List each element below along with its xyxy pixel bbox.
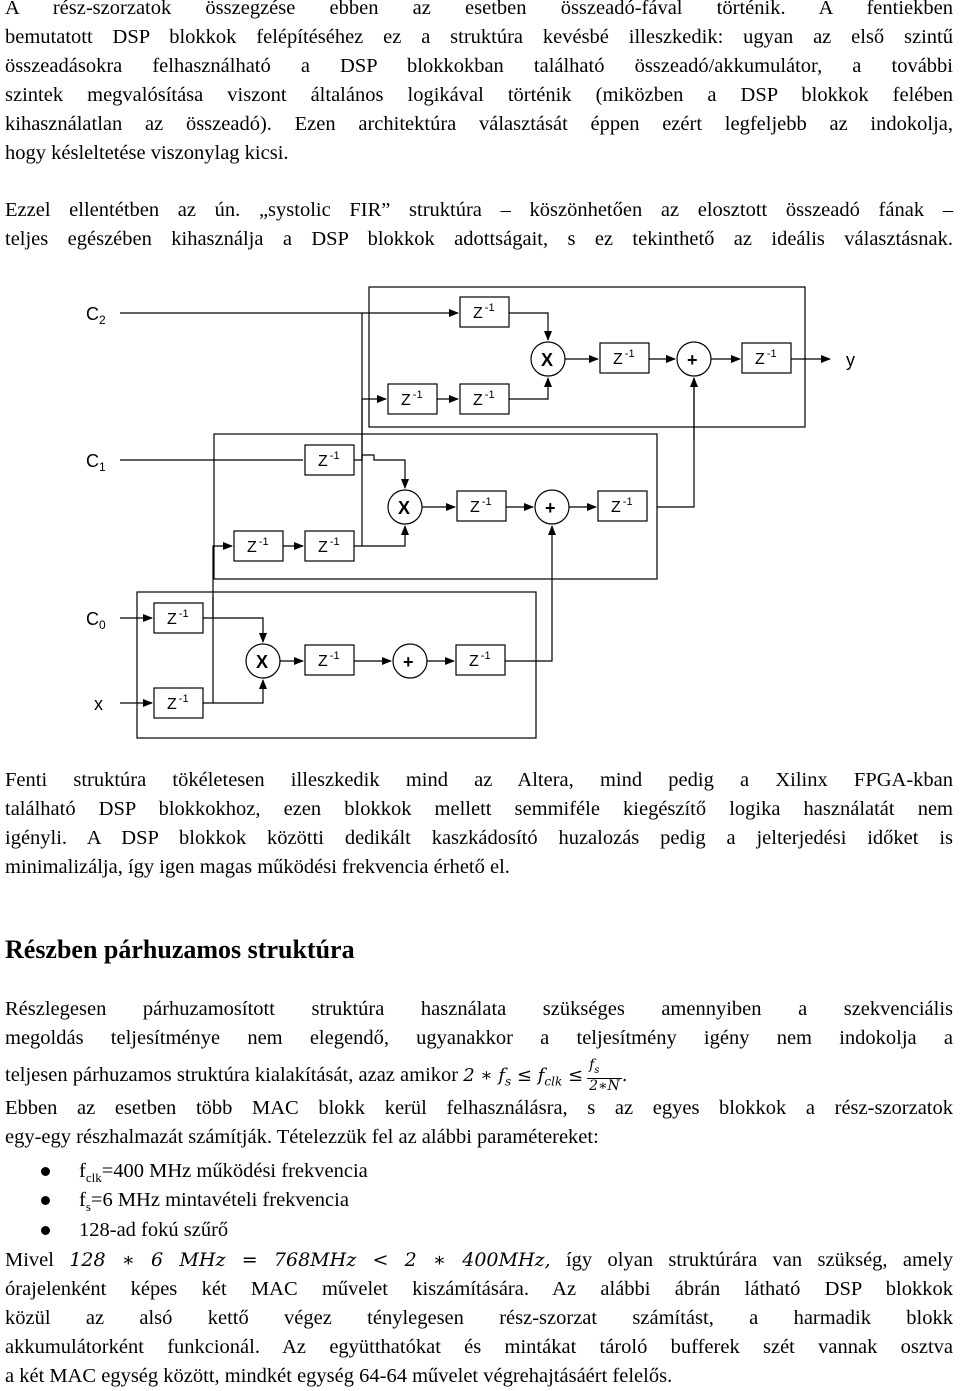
formula: 2 ∗ $f_s \le f_{clk}$ ≤ $\frac{f_s}{2∗N}$ . — [463, 1057, 628, 1094]
text-line: A rész-szorzatok összegzése ebben az esetben összeadó-fával történik. A fentiekben — [5, 0, 953, 19]
text-line: Ezzel ellentétben az ún. „systolic FIR” struktúra – köszönhetően az elosztott összeadó fának – — [5, 199, 953, 221]
delay-label: Z $^{-1}$ — [318, 450, 340, 470]
text-line: akkumulátorként funkcionál. Az együtthatókat és mintákat tároló bufferek szét vannak osztva — [5, 1336, 953, 1358]
delay-label: Z $^{-1}$ — [247, 536, 269, 556]
delay-label: Z $^{-1}$ — [473, 389, 495, 409]
text-line: órajelenként képes két MAC művelet kiszámítására. Az alábbi ábrán látható DSP blokkok — [5, 1278, 953, 1300]
delay-label: Z $^{-1}$ — [318, 650, 340, 670]
delay-label: Z $^{-1}$ — [167, 693, 189, 713]
paragraph-mac-units — [5, 1246, 953, 1391]
delay-label: Z $^{-1}$ — [755, 348, 777, 368]
paragraph-systolic-fir — [5, 196, 953, 254]
text-line: összeadásokra felhasználható a DSP blokkokban található összeadó/akkumulátor, a további — [5, 55, 953, 77]
delay-label: Z $^{-1}$ — [318, 536, 340, 556]
bullet-dot — [41, 1196, 50, 1205]
text-line-with-formula — [5, 1053, 953, 1094]
text-line: igényli. A DSP blokkok közötti dedikált kaszkádosító huzalozás pedig a jelterjedési időket is — [5, 827, 953, 849]
fraction: $\frac{f_s}{2∗N}$ — [589, 1057, 620, 1094]
delay-label: Z $^{-1}$ — [611, 496, 633, 516]
systolic-fir-diagram — [0, 270, 960, 750]
label-y: y — [846, 350, 855, 370]
text-line: a két MAC egység között, mindkét egység 64-64 művelet végrehajtásáért felelős. — [5, 1365, 673, 1387]
text-line: minimalizálja, így igen magas működési frekvencia érhető el. — [5, 856, 510, 878]
text-line: bemutatott DSP blokkok felépítéséhez ez a struktúra kevésbé illeszkedik: ugyan az első szintű — [5, 26, 953, 48]
adder-label: + — [687, 350, 698, 370]
text-line: szintek megvalósítása viszont általános logikával történik (miközben a DSP blokkok felében — [5, 84, 953, 106]
adder-label: + — [403, 652, 414, 672]
paragraph-fpga-fit — [5, 766, 953, 882]
section-heading: Részben párhuzamos struktúra — [5, 935, 355, 964]
delay-label: Z $^{-1}$ — [469, 650, 491, 670]
text-line: kihasználatlan az összeadó). Ezen architektúra választását éppen ezért legfeljebb az indokolja, — [5, 113, 953, 135]
paragraph-adder-tree — [5, 0, 953, 168]
label-x: x — [94, 694, 103, 714]
delay-label: Z $^{-1}$ — [473, 302, 495, 322]
text-line: megoldás teljesítménye nem elegendő, ugyanakkor a teljesítmény igény nem indokolja a — [5, 1027, 953, 1049]
label-c0: $C_0$ — [86, 609, 106, 632]
delay-label: Z $^{-1}$ — [401, 389, 423, 409]
document-page: A rész-szorzatok összegzése ebben az esetben összeadó-fával történik. A fentiekben bemutatott DSP blokkok felépítéséhez ez a struktúra kevésbé illeszkedik: ugyan az első szintű összeadásokra felhasználható a DSP blokkokban található összeadó/akkumulátor, a további szintek megvalósítása viszont általános logikával történik (miközben a DSP blokkok felében kihasználatlan az összeadó). Ezen architektúra választását éppen ezért legfeljebb az indokolja, hogy késleltetése viszonylag kicsi. Ezzel ellentétben az ún. „systolic FIR” struktúra – köszönhetően az elosztott összeadó fának – teljes egészében kihasználja a DSP blokkok adottságait, s ez tekinthető az ideális választásnak. $C_2$ $C_1$ $C_0$ x y X + X + X + Z $^{-1}$ Z $^{-1}$ Z $^{-1}$ Z $^{-1}$ Z $^{-1}$ Z $^{-1}$ Z $^{-1}$ Z $^{-1}$ Z $^{-1}$ Z $^{-1}$ Z $^{-1}$ Z $^{-1}$ Z $^{-1}$ Z $^{-1}$ Fenti struktúra tökéletesen illeszkedik mind az Altera, mind pedig a Xilinx FPGA-kban található DSP blokkokhoz, ezen blokkok mellett semmiféle kiegészítő logika használatát nem igényli. A DSP blokkok közötti dedikált kaszkádosító huzalozás pedig a jelterjedési időket is minimalizálja, így igen magas működési frekvencia érhető el. Részben párhuzamos struktúra Részlegesen párhuzamosított struktúra használata szükséges amennyiben a szekvenciális megoldás teljesítménye nem elegendő, ugyanakkor a teljesítmény igény nem indokolja a teljesen párhuzamos struktúra kialakítását, azaz amikor 2 ∗ $f_s \le f_{clk}$ ≤ $\frac{f_s}{2∗N}$ . Ebben az esetben több MAC blokk kerül felhasználásra, s az egyes blokkok a rész-szorzatok egy-egy részhalmazát számítják. Tételezzük fel az alábbi paramétereket: $f_{clk}=400$ MHz működési frekvencia $f_s=6$ MHz mintavételi frekvencia 128-ad fokú szűrő Mivel 128 ∗ 6 MHz = 768MHz < 2 ∗ 400MHz, így olyan struktúrára van szükség, amely órajelenként képes két MAC művelet kiszámítására. Az alábbi ábrán látható DSP blokkok közül az alsó kettő végez ténylegesen rész-szorzat számítást, a harmadik blokk akkumulátorként funkcionál. Az együtthatókat és mintákat tároló bufferek szét vannak osztva a két MAC egység között, mindkét egység 64-64 művelet végrehajtásáért felelős. — [0, 0, 960, 1390]
text-line: Ebben az esetben több MAC blokk kerül felhasználásra, s az egyes blokkok a rész-szorzatok — [5, 1097, 953, 1119]
text-span: teljesen párhuzamos struktúra kialakítását, azaz amikor — [5, 1064, 459, 1086]
text-line: teljes egészében kihasználja a DSP blokkok adottságait, s ez tekinthető az ideális választásnak. — [5, 228, 953, 250]
multiplier-label: X — [398, 498, 411, 518]
delay-label: Z $^{-1}$ — [470, 496, 492, 516]
text-line: egy-egy részhalmazát számítják. Tételezzük fel az alábbi paramétereket: — [5, 1126, 599, 1148]
adder-label: + — [545, 498, 556, 518]
paragraph-partial-parallel — [5, 995, 953, 1152]
text-line: Fenti struktúra tökéletesen illeszkedik mind az Altera, mind pedig a Xilinx FPGA-kban — [5, 769, 953, 791]
bullet-dot — [41, 1167, 50, 1176]
text-line: hogy késleltetése viszonylag kicsi. — [5, 142, 289, 164]
multiplier-label: X — [541, 350, 554, 370]
delay-label: Z $^{-1}$ — [167, 608, 189, 628]
text-line: Részlegesen párhuzamosított struktúra használata szükséges amennyiben a szekvenciális — [5, 998, 953, 1020]
multiplier-label: X — [256, 652, 269, 672]
bullet-dot — [41, 1226, 50, 1235]
dsp-block-outline — [369, 287, 805, 427]
text-line: található DSP blokkokhoz, ezen blokkok mellett semmiféle kiegészítő logika használatát nem — [5, 798, 953, 820]
text-line: közül az alsó kettő végez ténylegesen rész-szorzat számítást, a harmadik blokk — [5, 1307, 953, 1329]
delay-label: Z $^{-1}$ — [613, 348, 635, 368]
text-line-with-formula: Mivel 128 ∗ 6 MHz = 768MHz < 2 ∗ 400MHz, így olyan struktúrára van szükség, amely — [5, 1249, 953, 1271]
label-c1: $C_1$ — [86, 451, 106, 474]
label-c2: $C_2$ — [86, 304, 106, 327]
